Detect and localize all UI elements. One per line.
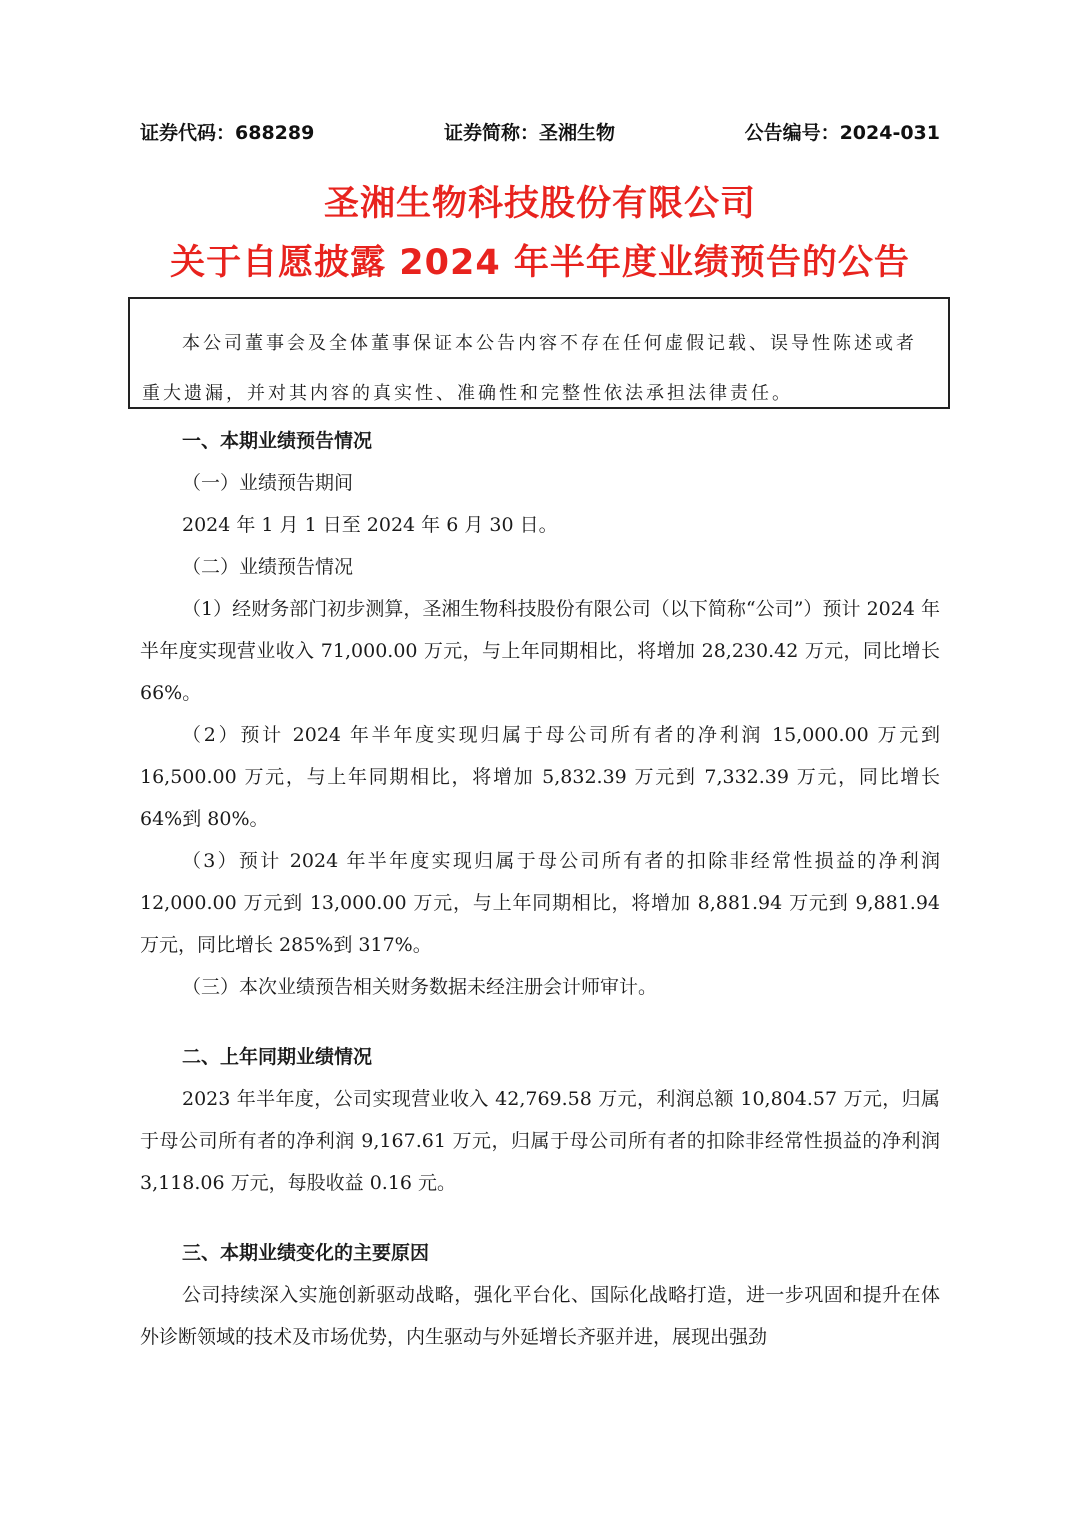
document-body <box>140 420 940 1358</box>
subheading-period: （一）业绩预告期间 <box>182 472 354 494</box>
board-statement: 本公司董事会及全体董事保证本公告内容不存在任何虚假记载、误导性陈述或者重大遗漏，并对其内容的真实性、准确性和完整性依法承担法律责任。 <box>142 333 917 404</box>
stock-code: 证券代码：688289 <box>140 122 315 144</box>
subheading-forecast: （二）业绩预告情况 <box>182 556 354 578</box>
section-heading-1: 一、本期业绩预告情况 <box>182 430 373 452</box>
forecast-item-net-profit: （2）预计 2024 年半年度实现归属于母公司所有者的净利润 15,000.00 万元到 16,500.00 万元，与上年同期相比，将增加 5,832.39 万元到 7,332.39 万元，同比增长 64%到 80%。 <box>140 724 940 830</box>
stock-short-name: 证券简称：圣湘生物 <box>443 122 615 144</box>
prior-year-results: 2023 年半年度，公司实现营业收入 42,769.58 万元，利润总额 10,804.57 万元，归属于母公司所有者的净利润 9,167.61 万元，归属于母公司所有者的扣除非经常性损益的净利润 3,118.06 万元，每股收益 0.16 元。 <box>140 1088 940 1194</box>
document-header <box>140 118 940 145</box>
forecast-period: 2024 年 1 月 1 日至 2024 年 6 月 30 日。 <box>182 514 558 536</box>
title-announcement: 关于自愿披露 2024 年半年度业绩预告的公告 <box>170 243 910 283</box>
notice-number: 公告编号：2024-031 <box>744 122 940 144</box>
change-reasons: 公司持续深入实施创新驱动战略，强化平台化、国际化战略打造，进一步巩固和提升在体外诊断领域的技术及市场优势，内生驱动与外延增长齐驱并进，展现出强劲 <box>140 1284 940 1348</box>
section-heading-2: 二、上年同期业绩情况 <box>182 1046 373 1068</box>
title-company: 圣湘生物科技股份有限公司 <box>323 184 756 224</box>
section-heading-3: 三、本期业绩变化的主要原因 <box>182 1242 430 1264</box>
forecast-item-adjusted-profit: （3）预计 2024 年半年度实现归属于母公司所有者的扣除非经常性损益的净利润 12,000.00 万元到 13,000.00 万元，与上年同期相比，将增加 8,881.94 万元到 9,881.94 万元，同比增长 285%到 317%。 <box>140 850 940 956</box>
audit-note: （三）本次业绩预告相关财务数据未经注册会计师审计。 <box>182 976 658 998</box>
board-statement-box <box>128 297 950 409</box>
forecast-item-revenue: （1）经财务部门初步测算，圣湘生物科技股份有限公司（以下简称“公司”）预计 2024 年半年度实现营业收入 71,000.00 万元，与上年同期相比，将增加 28,230.42 万元，同比增长 66%。 <box>140 598 940 704</box>
